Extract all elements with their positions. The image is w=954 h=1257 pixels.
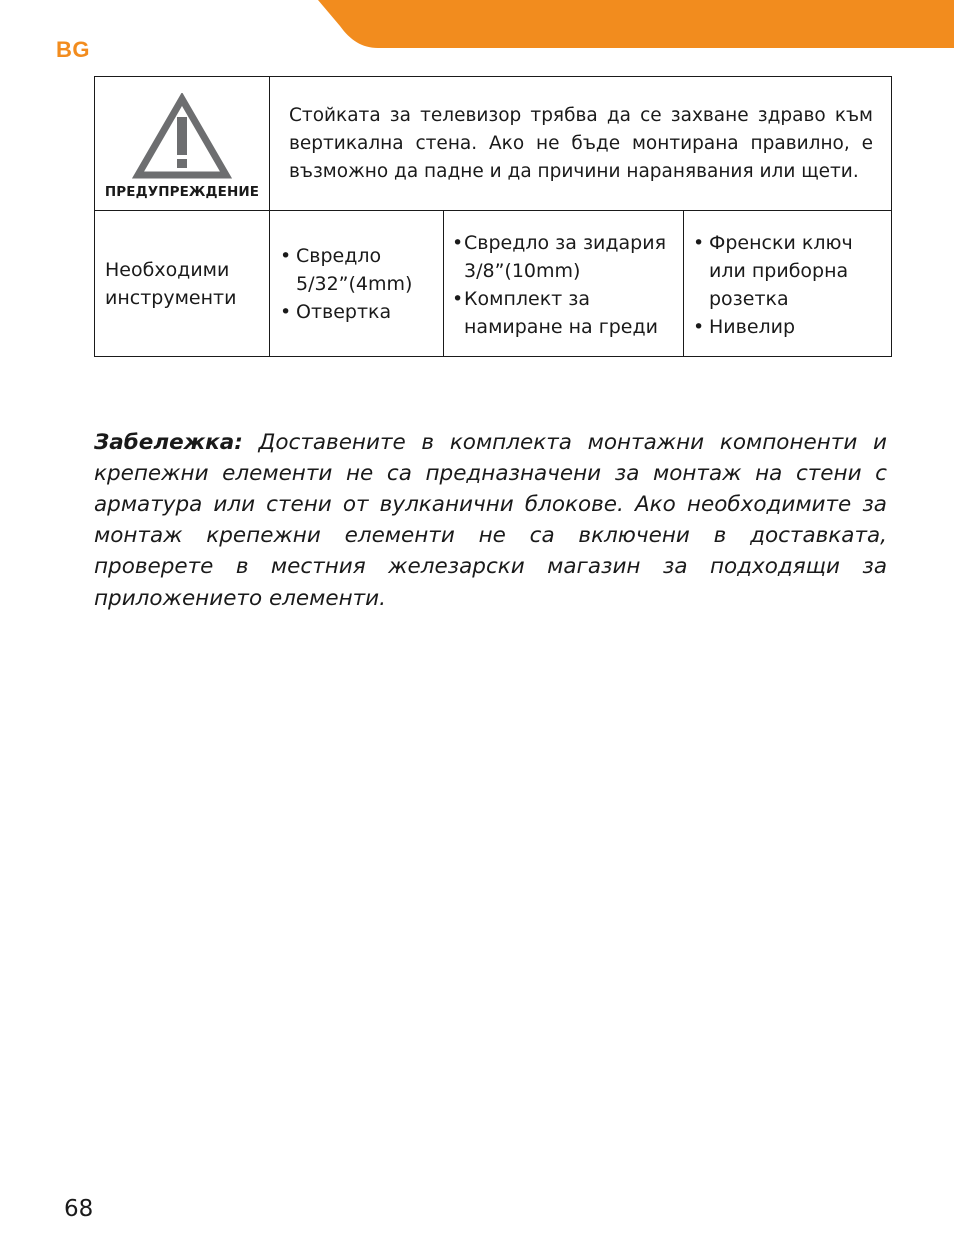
bullet-icon: • [452,232,464,254]
tools-column-3 [684,211,892,357]
bullet-icon: • [452,288,464,310]
tool-item-text: Френски ключ или приборна розетка [709,232,853,310]
warning-label: ПРЕДУПРЕЖДЕНИЕ [104,183,260,200]
list-item [689,229,887,313]
bullet-icon: • [693,232,705,254]
warning-text: Стойката за телевизор трябва да се захване здраво към вертикална стена. Ако не бъде монтирана правилно, е възможно да падне и да причини наранявания или щети. [270,77,892,211]
tools-label: Необходими инструменти [95,211,270,357]
tool-item-text: Комплект за намиране на греди [464,288,658,338]
list-item [276,298,435,326]
language-code: BG [56,37,90,62]
tool-item-text: Свредло 5/32”(4mm) [296,244,413,295]
bullet-icon: • [280,244,292,267]
list-item [448,285,679,341]
list-item [276,242,435,298]
list-item [689,313,887,341]
tools-row [95,211,892,357]
tool-item-text: Нивелир [709,316,796,338]
bullet-icon: • [693,316,705,338]
note-text: Доставените в комплекта монтажни компоненти и крепежни елементи не са предназначени за монтаж на стени с арматура или стени от вулканични блокове. Ако необходимите за монтаж крепежни елементи не са включени в доставката, проверете в местния железарски магазин за подходящи за приложението елементи. [94,429,887,611]
tools-column-2 [444,211,684,357]
warning-icon-cell [95,77,270,211]
bullet-icon: • [280,300,292,323]
tool-item-text: Свредло за зидария 3/8”(10mm) [464,232,667,282]
note-paragraph [94,427,887,614]
header-accent-band [0,0,954,50]
warning-triangle-icon [132,93,232,181]
warning-row [95,77,892,211]
note-label: Забележка: [94,429,243,455]
tool-item-text: Отвертка [296,300,392,323]
info-table [94,76,892,357]
list-item [448,229,679,285]
tools-column-1 [270,211,444,357]
page-number: 68 [64,1196,94,1222]
